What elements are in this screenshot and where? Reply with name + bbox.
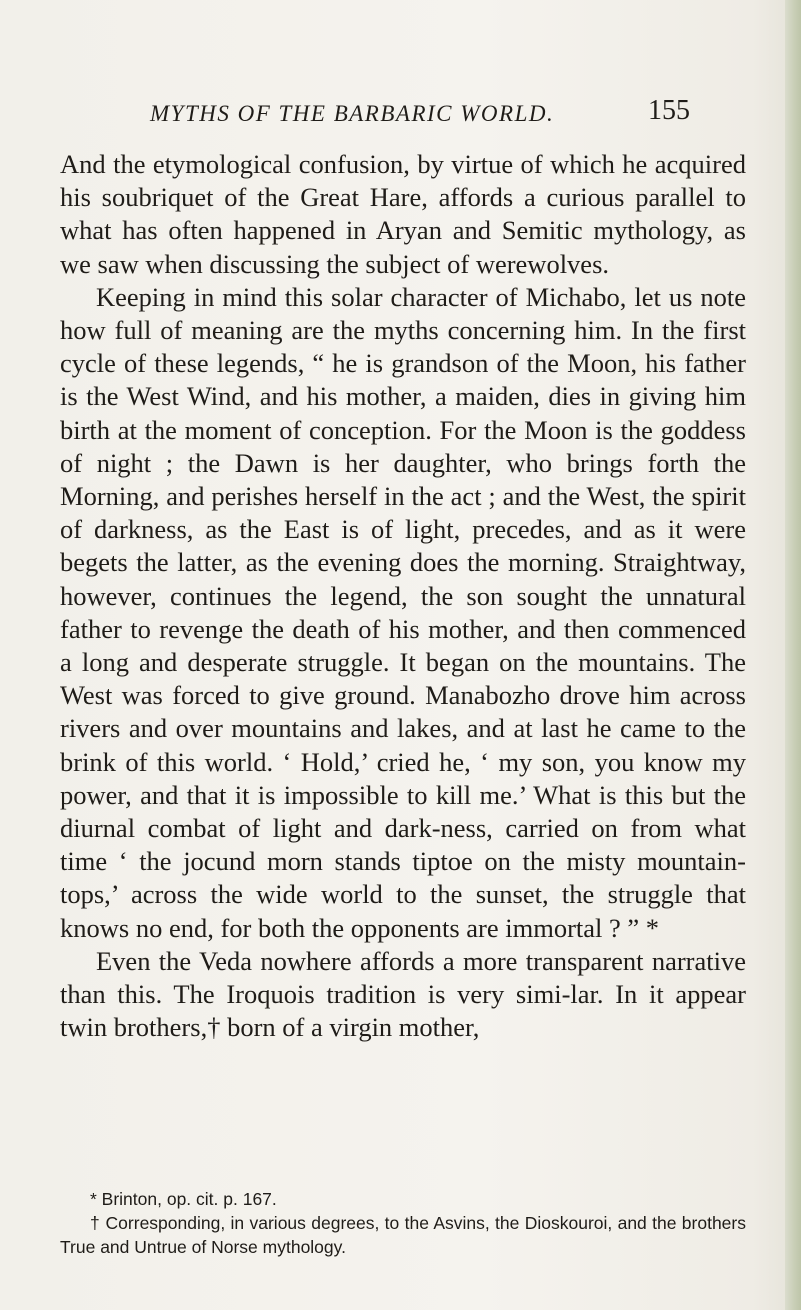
page-number: 155: [648, 95, 690, 126]
page-edge: [785, 0, 801, 1310]
paragraph-1: And the etymological confusion, by virtue of which he acquired his soubriquet of the Great Hare, affords a curious parallel to what has often happened in Aryan and Semitic mythology, as we saw when discussing the subject of werewolves.: [60, 149, 746, 279]
running-head: [150, 95, 690, 135]
footnotes: [60, 1187, 746, 1259]
footnote-2: † Corresponding, in various degrees, to the Asvins, the Dioskouroi, and the brothers True and Untrue of Norse mythology.: [60, 1213, 746, 1257]
paragraph-2: Keeping in mind this solar character of Michabo, let us note how full of meaning are the myths concerning him. In the first cycle of these legends, “ he is grandson of the Moon, his father is the West Wind, and his mother, a maiden, dies in giving him birth at the moment of conception. For the Moon is the goddess of night ; the Dawn is her daughter, who brings forth the Morning, and perishes herself in the act ; and the West, the spirit of darkness, as the East is of light, precedes, and as it were begets the latter, as the evening does the morning. Straightway, however, continues the legend, the son sought the unnatural father to revenge the death of his mother, and then commenced a long and desperate struggle. It began on the mountains. The West was forced to give ground. Manabozho drove him across rivers and over mountains and lakes, and at last he came to the brink of this world. ‘ Hold,’ cried he, ‘ my son, you know my power, and that it is impossible to kill me.’ What is this but the diurnal combat of light and dark-ness, carried on from what time ‘ the jocund morn stands tiptoe on the misty mountain-tops,’ across the wide world to the sunset, the struggle that knows no end, for both the opponents are immortal ? ” *: [60, 281, 746, 943]
footnote-1: * Brinton, op. cit. p. 167.: [90, 1189, 277, 1209]
running-title: MYTHS OF THE BARBARIC WORLD.: [150, 101, 555, 126]
main-text: [60, 148, 746, 1044]
paragraph-3: Even the Veda nowhere affords a more transparent narrative than this. The Iroquois tradition is very simi-lar. In it appear twin brothers,† born of a virgin mother,: [60, 945, 746, 1043]
